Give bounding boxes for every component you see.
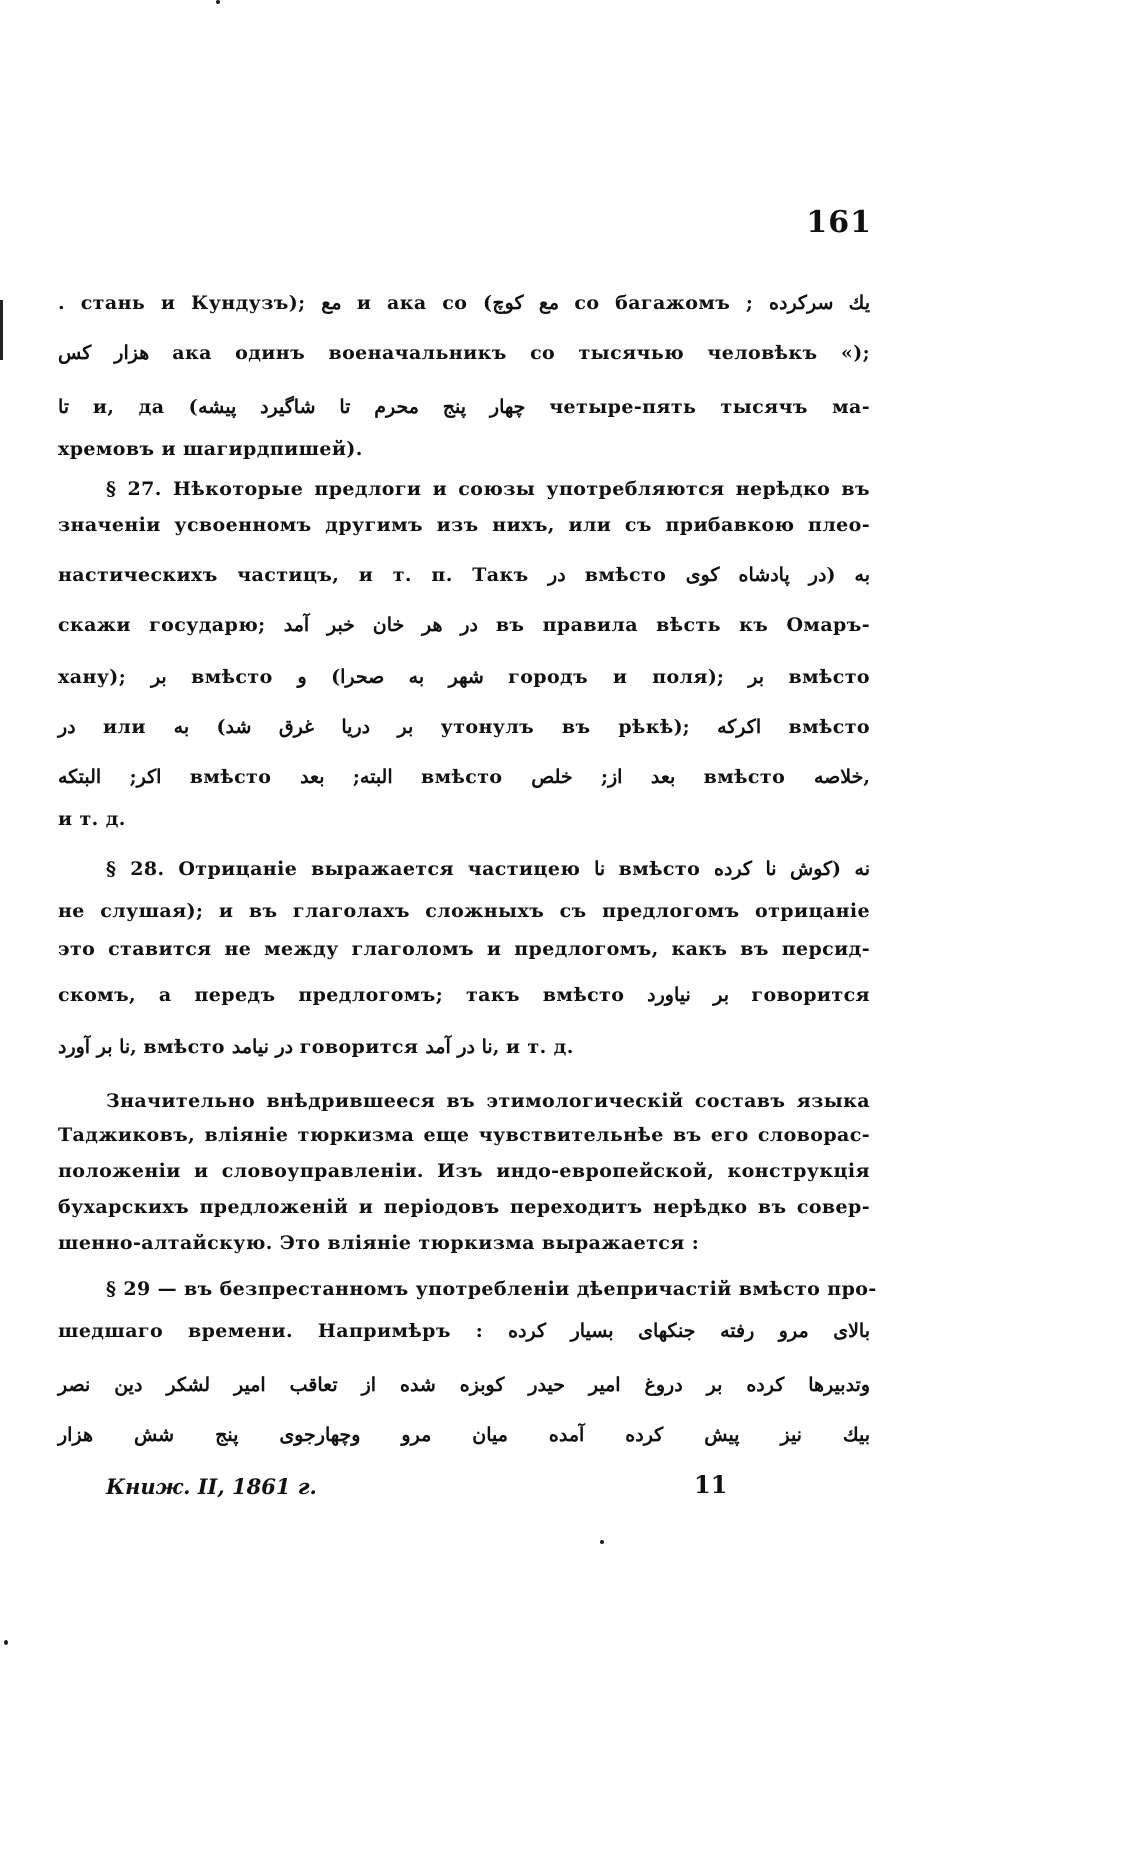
text-line-1: . стань и Кундузъ); مع и ака со (مع کوچ со багажомъ ; یك سرکرده: [58, 292, 870, 314]
scan-speck: [600, 1540, 604, 1544]
text-line-5: § 27. Нѣкоторые предлоги и союзы употребляются нерѣдко въ: [106, 478, 870, 500]
scan-speck: [4, 1640, 8, 1645]
text-line-20: положеніи и словоуправленіи. Изъ индо-европейской, конструкція: [58, 1160, 870, 1182]
text-line-14: не слушая); и въ глаголахъ сложныхъ съ предлогомъ отрицаніе: [58, 900, 870, 922]
signature-mark: Книж. II, 1861 г.: [106, 1474, 317, 1499]
text-line-7: настическихъ частицъ, и т. п. Такъ در вмѣсто به (در پادشاه کوی: [58, 564, 870, 586]
text-line-10: در или به (بر دریا غرق شد утонулъ въ рѣкѣ); اکرکه вмѣсто: [58, 716, 870, 738]
sheet-number: 11: [694, 1470, 728, 1499]
text-line-9: хану); بر вмѣсто و (شهر به صحرا городъ и поля); بر вмѣсто: [58, 666, 870, 688]
text-line-6: значеніи усвоенномъ другимъ изъ нихъ, или съ прибавкою плео-: [58, 514, 870, 536]
text-line-23: § 29 — въ безпрестанномъ употребленіи дѣепричастій вмѣсто про-: [106, 1278, 877, 1300]
scan-speck: [216, 0, 220, 4]
text-line-12: и т. д.: [58, 808, 126, 830]
text-line-17: نا بر آورد, вмѣсто در نیامد говорится نا در آمد, и т. д.: [58, 1036, 574, 1058]
text-line-15: это ставится не между глаголомъ и предлогомъ, какъ въ персид-: [58, 938, 870, 960]
text-line-21: бухарскихъ предложеній и періодовъ переходитъ нерѣдко въ совер-: [58, 1196, 870, 1218]
scan-edge-mark: [0, 300, 3, 360]
text-line-24: шедшаго времени. Напримѣръ : بالای مرو رفته جنکهای بسیار کرده: [58, 1320, 870, 1342]
text-line-16: скомъ, а передъ предлогомъ; такъ вмѣсто بر نیاورد говорится: [58, 984, 870, 1006]
text-line-18: Значительно внѣдрившееся въ этимологическій составъ языка: [106, 1090, 870, 1112]
text-line-2: هزار کس ака одинъ военачальникъ со тысячью человѣкъ «);: [58, 342, 871, 364]
text-line-22: шенно-алтайскую. Это вліяніе тюркизма выражается :: [58, 1232, 700, 1254]
text-line-8: скажи государю; در هر خان خبر آمد въ правила вѣсть къ Омаръ-: [58, 614, 870, 636]
text-line-19: Таджиковъ, вліяніе тюркизма еще чувствительнѣе въ его словорас-: [58, 1124, 870, 1146]
persian-line-26: بیك نیز پیش کرده آمده میان مرو وچهارجوی پنج شش هزار: [58, 1424, 870, 1446]
page-number: 161: [806, 205, 872, 240]
persian-line-25: وتدبیرها کرده بر دروغ امیر حیدر کوبزه شده از تعاقب امیر لشکر دین نصر: [58, 1374, 871, 1396]
text-line-13: § 28. Отрицаніе выражается частицею نا вмѣсто نه (کوش نا کرده: [106, 858, 870, 880]
text-line-4: хремовъ и шагирдпишей).: [58, 438, 363, 460]
text-line-3: تا и, да (چهار پنج محرم تا شاگیرد پیشه четыре-пять тысячъ ма-: [58, 396, 871, 418]
text-line-11: اکر; البتکه вмѣсто البته; بعد вмѣсто بعد از; خلص вмѣсто خلاصه,: [58, 766, 870, 788]
